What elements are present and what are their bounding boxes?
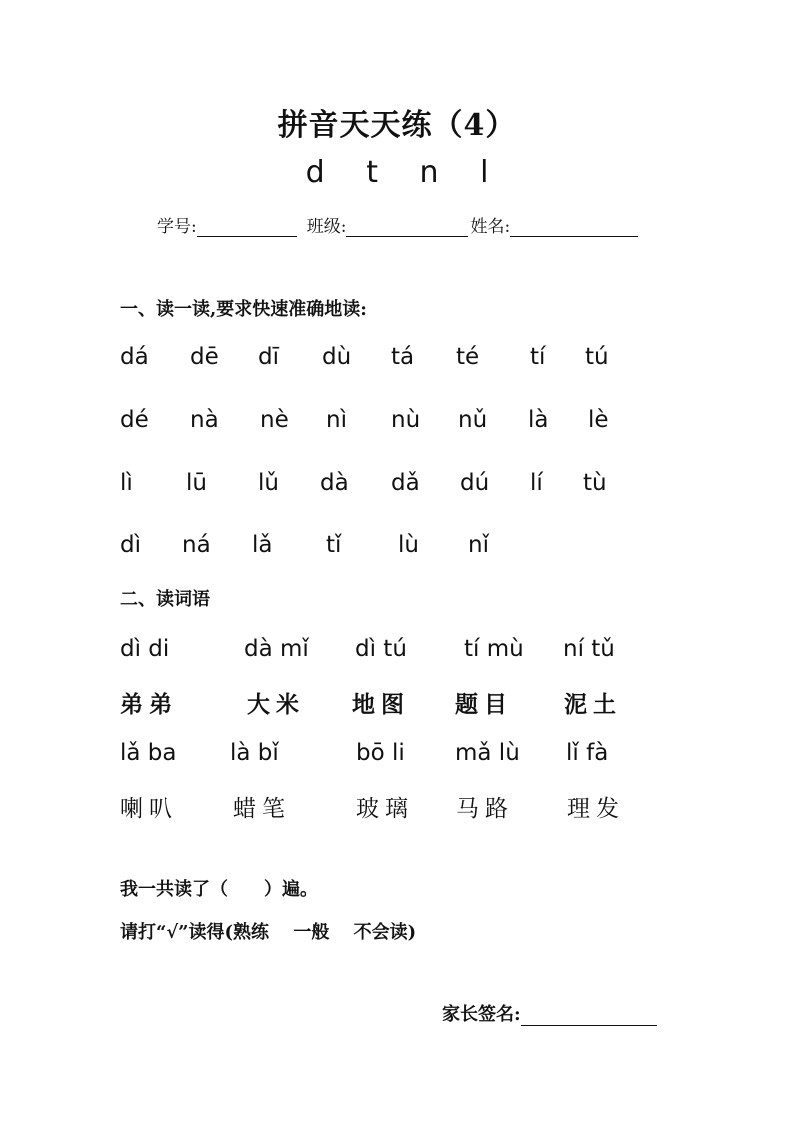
syllable: tá xyxy=(391,344,415,370)
section-1-heading: 一、读一读,要求快速准确地读: xyxy=(120,299,367,320)
worksheet-title: 拼音天天练（4） xyxy=(277,108,517,143)
word-pinyin: là bǐ xyxy=(230,740,279,766)
syllable: dì xyxy=(120,532,141,558)
syllable: nǔ xyxy=(458,407,488,433)
syllable: nù xyxy=(391,407,421,433)
word-hanzi: 马路 xyxy=(456,796,514,822)
syllable: dù xyxy=(322,344,352,370)
word-pinyin: dì di xyxy=(120,636,170,662)
word-hanzi: 大米 xyxy=(247,691,305,718)
letter: n xyxy=(419,155,439,190)
word-pinyin: dì tú xyxy=(355,636,407,662)
letter: l xyxy=(480,155,489,190)
word-hanzi: 理发 xyxy=(567,796,625,822)
syllable: là xyxy=(528,407,549,433)
word-pinyin: ní tǔ xyxy=(563,636,615,662)
class-label: 班级: xyxy=(306,217,347,237)
word-pinyin: tí mù xyxy=(464,636,524,662)
parent-signature-label: 家长签名: xyxy=(442,1004,521,1025)
student-id-blank[interactable] xyxy=(197,218,297,237)
word-pinyin: mǎ lù xyxy=(455,740,520,766)
syllable: tǐ xyxy=(326,532,342,558)
syllable: dī xyxy=(258,344,279,370)
letter: t xyxy=(366,155,378,190)
section-2-heading: 二、读词语 xyxy=(120,589,210,610)
parent-signature xyxy=(442,1000,657,1026)
syllable: dé xyxy=(120,407,149,433)
syllable: dē xyxy=(190,344,219,370)
syllable: lǎ xyxy=(252,532,273,558)
syllable: nì xyxy=(326,407,347,433)
word-hanzi: 弟弟 xyxy=(120,691,178,718)
syllable: lū xyxy=(186,470,207,496)
syllable: nà xyxy=(190,407,219,433)
syllable: tù xyxy=(583,470,607,496)
syllable: lè xyxy=(588,407,609,433)
name-label: 姓名: xyxy=(470,217,511,237)
word-pinyin: bō li xyxy=(356,740,405,766)
syllable: nǐ xyxy=(468,532,489,558)
syllable: lì xyxy=(120,470,133,496)
self-check-line: 请打“√”读得(熟练 一般 不会读) xyxy=(120,922,417,943)
word-hanzi: 泥土 xyxy=(564,691,622,718)
parent-signature-blank[interactable] xyxy=(521,1007,657,1026)
read-count-line: 我一共读了（ ）遍。 xyxy=(120,879,318,900)
word-hanzi: 蜡笔 xyxy=(233,796,291,822)
word-hanzi: 玻璃 xyxy=(356,796,414,822)
syllable: ná xyxy=(182,532,211,558)
student-id-label: 学号: xyxy=(157,217,197,237)
word-pinyin: dà mǐ xyxy=(244,636,309,662)
student-info-line xyxy=(157,212,648,237)
syllable: tí xyxy=(530,344,546,370)
syllable: lǔ xyxy=(258,470,279,496)
word-hanzi: 题目 xyxy=(455,691,513,718)
syllable: dà xyxy=(320,470,349,496)
syllable: lù xyxy=(398,532,419,558)
word-hanzi: 喇叭 xyxy=(120,796,178,822)
syllable: té xyxy=(456,344,480,370)
letter: d xyxy=(305,155,325,190)
name-blank[interactable] xyxy=(510,218,638,237)
syllable: dǎ xyxy=(391,470,420,496)
class-blank[interactable] xyxy=(346,218,468,237)
syllable: tú xyxy=(585,344,609,370)
word-pinyin: lǐ fà xyxy=(566,740,609,766)
syllable: dá xyxy=(120,344,149,370)
syllable: dú xyxy=(460,470,490,496)
syllable: lí xyxy=(530,470,543,496)
word-hanzi: 地图 xyxy=(352,691,410,718)
word-pinyin: lǎ ba xyxy=(120,740,177,766)
syllable: nè xyxy=(260,407,289,433)
initials-letters xyxy=(0,155,794,190)
